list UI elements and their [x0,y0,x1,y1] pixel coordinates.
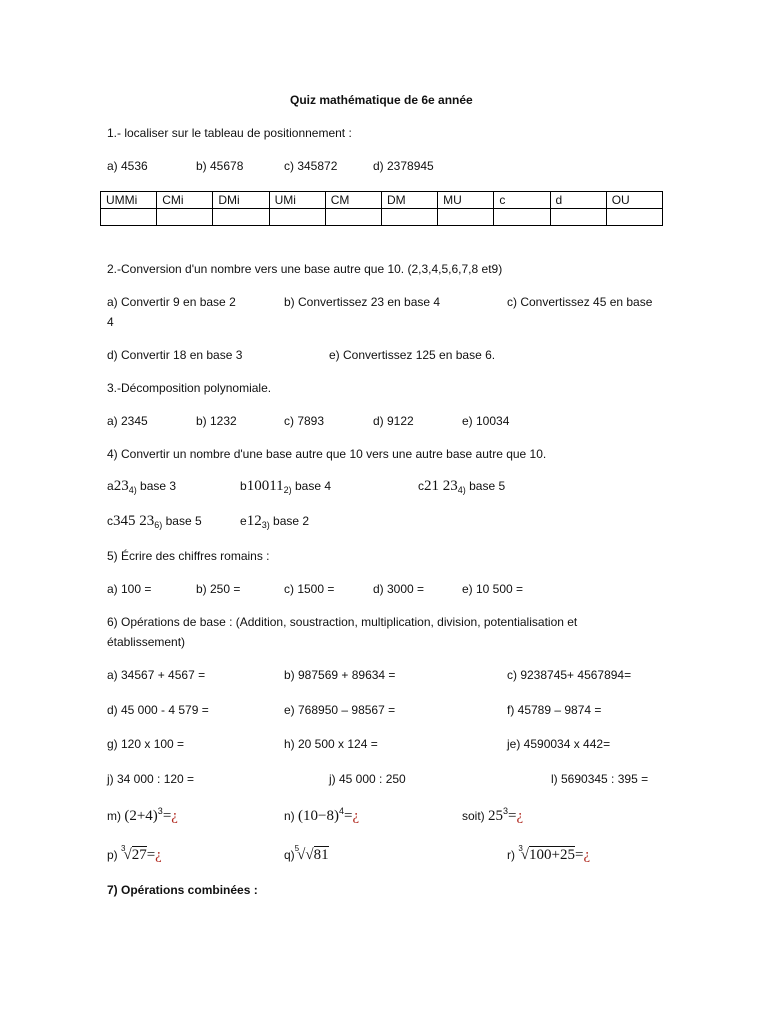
q4-item-d [107,513,202,530]
table-header-cell: UMMi [101,192,157,209]
question-1-heading: 1.- localiser sur le tableau de positionnement : [107,126,352,140]
table-header-cell: d [550,192,606,209]
equals-sign: = [343,808,353,824]
power-exponent: 3 [157,806,163,816]
q6-item-j: j) 34 000 : 120 = [107,772,195,786]
power-base: (2+4) [124,808,158,824]
q3-item-b: b) 1232 [196,414,237,428]
equals-sign: = [508,808,517,824]
radical-sign: √ [520,847,530,863]
source-number: 12 [246,513,262,529]
item-letter: a [107,479,114,493]
q6-item-o [462,806,523,825]
question-4-heading: 4) Convertir un nombre d'une base autre que 10 vers une autre base autre que 10. [107,447,547,461]
question-6-heading: 6) Opérations de base : (Addition, soustraction, multiplication, division, potentialisation et [107,615,578,629]
table-cell[interactable] [606,209,662,226]
table-cell[interactable] [213,209,269,226]
q1-item-a: a) 4536 [107,159,148,173]
item-letter: c [418,479,424,493]
q2-item-d: d) Convertir 18 en base 3 [107,348,243,362]
target-base: base 2 [269,514,310,528]
q6-item-k: j) 45 000 : 250 [329,772,406,786]
item-letter: e [240,514,247,528]
q5-item-e: e) 10 500 = [462,582,524,596]
source-number: 23 [113,478,129,494]
question-2-heading: 2.-Conversion d'un nombre vers une base autre que 10. (2,3,4,5,6,7,8 et9) [107,262,503,276]
table-header-row [101,192,663,209]
equals-sign: = [162,808,172,824]
source-base: 4) [457,485,466,495]
q2-item-c-continued: 4 [107,315,114,329]
q3-item-d: d) 9122 [373,414,414,428]
table-header-cell: CM [325,192,381,209]
source-base: 2) [283,485,292,495]
q2-item-a: a) Convertir 9 en base 2 [107,295,236,309]
answer-placeholder: ¿ [171,808,178,824]
q5-item-d: d) 3000 = [373,582,425,596]
q3-item-a: a) 2345 [107,414,148,428]
q4-item-b [240,478,331,495]
q5-item-b: b) 250 = [196,582,241,596]
item-label: m) [107,809,121,823]
q6-item-c: c) 9238745+ 4567894= [507,668,632,682]
table-row [101,209,663,226]
root-index: 5 [294,844,300,853]
source-number: 345 23 [113,513,155,529]
q6-item-f: f) 45789 – 9874 = [507,703,602,717]
table-header-cell: UMi [269,192,325,209]
table-cell[interactable] [101,209,157,226]
q6-item-a: a) 34567 + 4567 = [107,668,206,682]
table-cell[interactable] [269,209,325,226]
q6-item-e: e) 768950 – 98567 = [284,703,396,717]
q2-item-b: b) Convertissez 23 en base 4 [284,295,441,309]
item-label: n) [284,809,295,823]
power-exponent: 3 [503,806,509,816]
table-header-cell: OU [606,192,662,209]
q1-item-b: b) 45678 [196,159,244,173]
source-base: 6) [154,520,163,530]
q4-item-e [240,513,309,530]
radical-sign: √ [123,847,132,863]
target-base: base 5 [465,479,506,493]
answer-placeholder: ¿ [155,847,162,863]
item-label: r) [507,848,515,862]
table-cell[interactable] [438,209,494,226]
radical-sign: √ [305,847,314,863]
table-cell[interactable] [325,209,381,226]
equals-sign: = [146,847,156,863]
item-letter: c [107,514,113,528]
source-number: 21 23 [424,478,458,494]
radical-sign: √ [297,847,306,863]
place-value-table [100,191,663,226]
q6-item-i: je) 4590034 x 442= [507,737,611,751]
q5-item-a: a) 100 = [107,582,152,596]
equals-sign: = [575,847,584,863]
table-cell[interactable] [550,209,606,226]
question-6-heading-continued: établissement) [107,635,186,649]
question-3-heading: 3.-Décomposition polynomiale. [107,381,272,395]
q2-item-e: e) Convertissez 125 en base 6. [329,348,496,362]
q6-item-h: h) 20 500 x 124 = [284,737,378,751]
source-base: 3) [261,520,270,530]
q5-item-c: c) 1500 = [284,582,335,596]
table-cell[interactable] [494,209,550,226]
q6-item-p [107,844,162,864]
q3-item-c: c) 7893 [284,414,325,428]
table-header-cell: MU [438,192,494,209]
table-header-cell: CMi [157,192,213,209]
table-header-cell: DMi [213,192,269,209]
power-base: 25 [488,808,504,824]
answer-placeholder: ¿ [583,847,591,863]
q6-item-m [107,806,178,825]
q6-item-r [507,844,590,864]
source-base: 4) [128,485,137,495]
source-number: 10011 [246,478,284,494]
power-exponent: 4 [338,806,344,816]
target-base: base 3 [136,479,177,493]
q6-item-d: d) 45 000 - 4 579 = [107,703,209,717]
q6-item-n [284,806,359,825]
table-cell[interactable] [157,209,213,226]
radicand: 27 [131,847,147,863]
q1-item-c: c) 345872 [284,159,338,173]
target-base: base 5 [162,514,202,528]
q6-item-q [284,844,329,864]
q4-item-a [107,478,176,495]
radicand: 81 [313,847,329,863]
table-header-cell: c [494,192,550,209]
q6-item-l: l) 5690345 : 395 = [551,772,649,786]
q4-item-c [418,478,505,495]
item-letter: b [240,479,247,493]
power-base: (10−8) [298,808,339,824]
item-label: p) [107,848,118,862]
root-index: 3 [121,844,126,853]
page-title: Quiz mathématique de 6e année [290,93,473,107]
q1-item-d: d) 2378945 [373,159,434,173]
table-cell[interactable] [381,209,437,226]
root-index: 3 [518,844,523,853]
answer-placeholder: ¿ [352,808,360,824]
q6-item-b: b) 987569 + 89634 = [284,668,396,682]
q3-item-e: e) 10034 [462,414,510,428]
item-label: q) [284,848,295,862]
q6-item-g: g) 120 x 100 = [107,737,185,751]
item-label: soit) [462,809,485,823]
answer-placeholder: ¿ [516,808,524,824]
question-5-heading: 5) Écrire des chiffres romains : [107,549,270,563]
table-header-cell: DM [381,192,437,209]
radicand: 100+25 [529,847,575,863]
question-7-heading: 7) Opérations combinées : [107,883,258,897]
target-base: base 4 [291,479,332,493]
q2-item-c: c) Convertissez 45 en base [507,295,653,309]
